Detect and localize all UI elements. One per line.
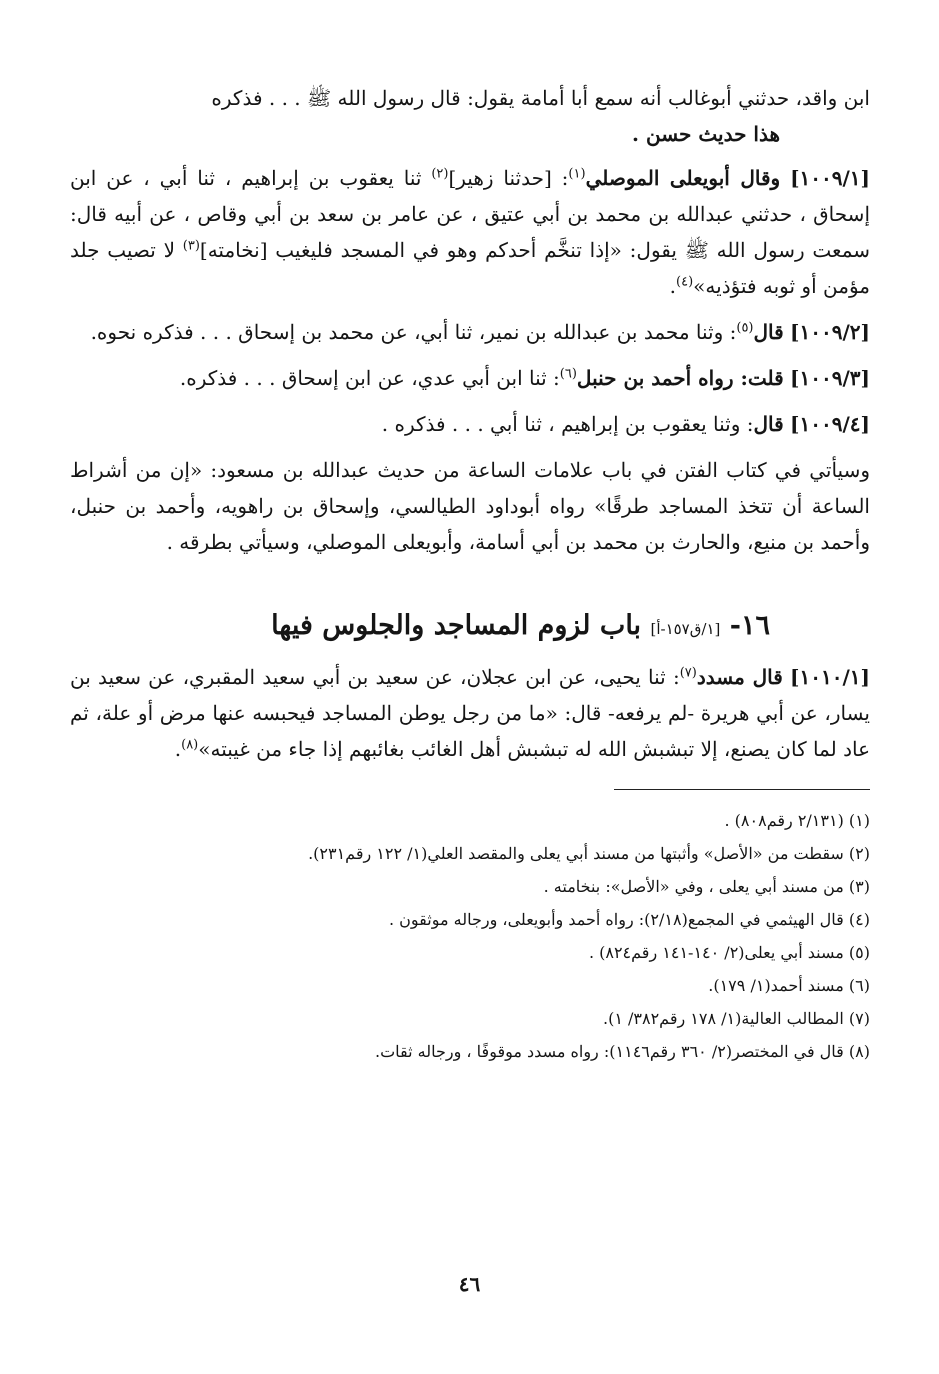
chapter-title: باب لزوم المساجد والجلوس فيها	[271, 610, 642, 641]
hadith-1009-2	[70, 314, 870, 350]
hadith-text: : ثنا يحيى، عن ابن عجلان، عن سعيد بن أبي سعيد المقبري، عن سعيد بن يسار، عن أبي هريرة -لم يرفعه- قال: «ما من رجل يوطن المساجد فيحبسه عنها مرض أو علة، ثم عاد لما كان يصنع، إلا تبشبش الله له تبشبش أهل الغائب بغائبهم إذا جاء من غيبته»	[70, 665, 870, 761]
chapter-number: ١٦-	[729, 610, 770, 641]
hadith-id: [١٠١٠/١]	[790, 665, 870, 689]
hadith-lead: قلت: رواه أحمد بن حنبل	[576, 366, 784, 390]
hadith-id: [١٠٠٩/٢]	[790, 320, 870, 344]
hadith-1009-3	[70, 360, 870, 396]
hadith-id: [١٠٠٩/١]	[790, 166, 871, 190]
hadith-text: : ثنا ابن أبي عدي، عن ابن إسحاق . . . فذكره.	[179, 366, 560, 390]
hadith-lead: قال	[753, 320, 784, 344]
footnotes	[70, 804, 870, 1068]
hadith-id: [١٠٠٩/٤]	[790, 412, 870, 436]
hadith-1009-4	[70, 406, 870, 442]
footnote-ref-2: (٢)	[431, 166, 449, 182]
manuscript-ref: [١/ق١٥٧-أ]	[650, 620, 721, 638]
hadith-text: : وثنا محمد بن عبدالله بن نمير، ثنا أبي، عن محمد بن إسحاق . . . فذكره نحوه.	[90, 320, 737, 344]
hadith-text: ثنا يعقوب بن إبراهيم ، ثنا أبي ، عن ابن إسحاق ، حدثني عبدالله بن محمد بن أبي عتيق ، عن عامر بن سعد بن أبي وقاص ، عن أبيه قال: سمعت رسول الله ﷺ يقول: «إذا تنخَّم أحدكم وهو في المسجد فليغيب [نخامته]	[70, 166, 871, 262]
hadith-text: : [حدثنا زهير]	[448, 166, 569, 190]
footnote-ref-7: (٧)	[679, 665, 697, 681]
footnote: (٦) مسند أحمد(١/ ١٧٩).	[708, 976, 870, 995]
footnote: (٧) المطالب العالية(١/ ١٧٨ رقم٣٨٢/ ١).	[602, 1009, 870, 1028]
hadith-text: .	[669, 274, 677, 298]
footnote: (٥) مسند أبي يعلى(٢/ ١٤٠-١٤١ رقم٨٢٤) .	[588, 943, 870, 962]
footnote-ref-3: (٣)	[182, 238, 200, 254]
paragraph-continuation	[70, 80, 870, 152]
footnote: (١) (٢/١٣١ رقم٨٠٨) .	[724, 811, 870, 830]
chapter-heading	[70, 604, 870, 651]
hadith-id: [١٠٠٩/٣]	[790, 366, 870, 390]
hadith-lead: قال	[753, 412, 784, 436]
footnote: (٢) سقطت من «الأصل» وأثبتها من مسند أبي يعلى والمقصد العلي(١/ ١٢٢ رقم٢٣١).	[308, 844, 870, 863]
page-body	[70, 80, 870, 1068]
footnote: (٣) من مسند أبي يعلى ، وفي «الأصل»: بنخامته .	[543, 877, 870, 896]
footnote: (٤) قال الهيثمي في المجمع(٢/١٨): رواه أحمد وأبويعلى، ورجاله موثقون .	[388, 910, 870, 929]
footnote-ref-8: (٨)	[181, 737, 199, 753]
hadith-text: : وثنا يعقوب بن إبراهيم ، ثنا أبي . . . فذكره .	[381, 412, 754, 436]
section-gap	[70, 570, 870, 598]
continuation-line: ابن واقد، حدثني أبوغالب أنه سمع أبا أمامة يقول: قال رسول الله ﷺ . . . فذكره	[211, 86, 870, 110]
cross-reference-paragraph: وسيأتي في كتاب الفتن في باب علامات الساعة من حديث عبدالله بن مسعود: «إن من أشراط الساعة أن تتخذ المساجد طرقًا» رواه أبوداود الطيالسي، وإسحاق بن راهويه، وأحمد بن حنبل، وأحمد بن منيع، والحارث بن محمد بن أبي أسامة، وأبويعلى الموصلي، وسيأتي بطرقه .	[70, 458, 870, 554]
footnote-separator	[614, 789, 870, 790]
footnote-ref-5: (٥)	[736, 320, 754, 336]
page-number: ٤٦	[458, 1272, 481, 1296]
hadith-text: .	[174, 737, 182, 761]
footnote-ref-1: (١)	[568, 166, 586, 182]
hadith-lead: قال مسدد	[696, 665, 783, 689]
hadith-verdict: هذا حديث حسن .	[632, 122, 780, 146]
footnote-ref-4: (٤)	[676, 274, 694, 290]
hadith-1009-1	[70, 160, 870, 304]
hadith-1010-1	[70, 659, 870, 767]
hadith-lead: وقال أبويعلى الموصلي	[585, 166, 781, 190]
footnote-ref-6: (٦)	[559, 366, 577, 382]
hadith-text: لا تصيب جلد مؤمن أو ثوبه فتؤذيه»	[70, 238, 870, 298]
footnote: (٨) قال في المختصر(٢/ ٣٦٠ رقم١١٤٦): رواه مسدد موقوفًا ، ورجاله ثقات.	[375, 1042, 870, 1061]
